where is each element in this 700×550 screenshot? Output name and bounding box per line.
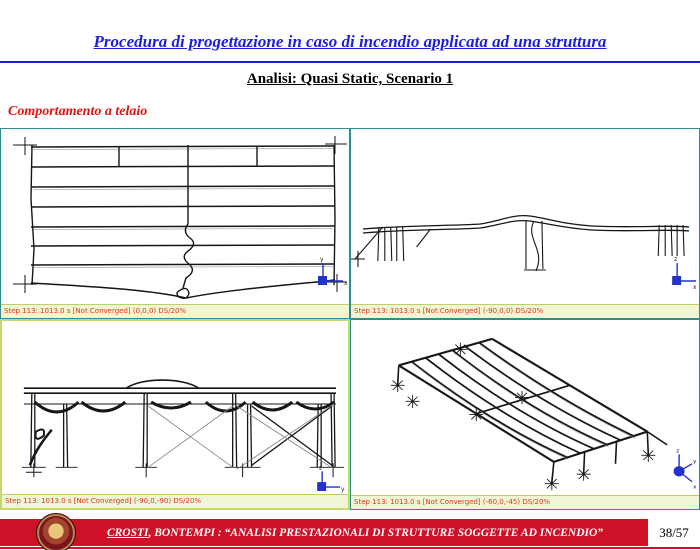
status-bar: Step 113: 1013.0 s [Not Converged] (-60,0,-45) DS/20% — [351, 495, 699, 509]
svg-text:z: z — [676, 448, 680, 455]
page-number: 38/57 — [648, 519, 700, 546]
footer-bar — [0, 519, 648, 546]
university-logo — [36, 513, 76, 550]
plan-view-canvas — [1, 129, 349, 304]
status-bar: Step 113: 1013.0 s [Not Converged] (0,0,0) DS/20% — [1, 304, 349, 318]
svg-text:x: x — [693, 484, 697, 491]
panel-plan-view — [0, 128, 350, 319]
slide-title: Procedura di progettazione in caso di incendio applicata ad una struttura — [93, 32, 607, 51]
axis-triad-icon — [317, 464, 345, 493]
analysis-panels-grid — [0, 128, 700, 510]
svg-text:z: z — [319, 464, 323, 472]
panel-isometric-view — [350, 319, 700, 510]
svg-text:y: y — [320, 256, 324, 263]
section-heading: Comportamento a telaio — [8, 104, 148, 119]
front-elevation-canvas — [2, 321, 348, 494]
svg-text:x: x — [693, 283, 697, 292]
title-divider — [0, 61, 700, 63]
panel-side-elevation — [350, 128, 700, 319]
status-bar: Step 113: 1013.0 s [Not Converged] (-90,0,-90) DS/20% — [2, 494, 348, 508]
side-elevation-drawing — [351, 129, 699, 304]
footer-authors: CROSTI, BONTEMPI : “ANALISI PRESTAZIONALI DI STRUTTURE SOGGETTE AD INCENDIO” — [106, 526, 604, 539]
svg-text:y: y — [693, 458, 697, 465]
isometric-view-drawing — [351, 320, 699, 495]
axis-triad-icon — [674, 449, 697, 491]
isometric-view-canvas — [351, 320, 699, 495]
front-elevation-drawing — [2, 321, 348, 494]
status-bar: Step 113: 1013.0 s [Not Converged] (-90,0,0) DS/20% — [351, 304, 699, 318]
svg-text:x: x — [344, 280, 348, 287]
panel-front-elevation — [0, 319, 350, 510]
footer-bottom-rule — [0, 547, 700, 549]
axis-triad-icon — [672, 256, 697, 291]
footer-author-name: CROSTI — [106, 526, 149, 539]
svg-text:z: z — [674, 255, 678, 264]
side-elevation-canvas — [351, 129, 699, 304]
plan-view-drawing — [1, 129, 349, 304]
slide-subtitle: Analisi: Quasi Static, Scenario 1 — [246, 71, 454, 87]
svg-text:y: y — [341, 486, 345, 494]
